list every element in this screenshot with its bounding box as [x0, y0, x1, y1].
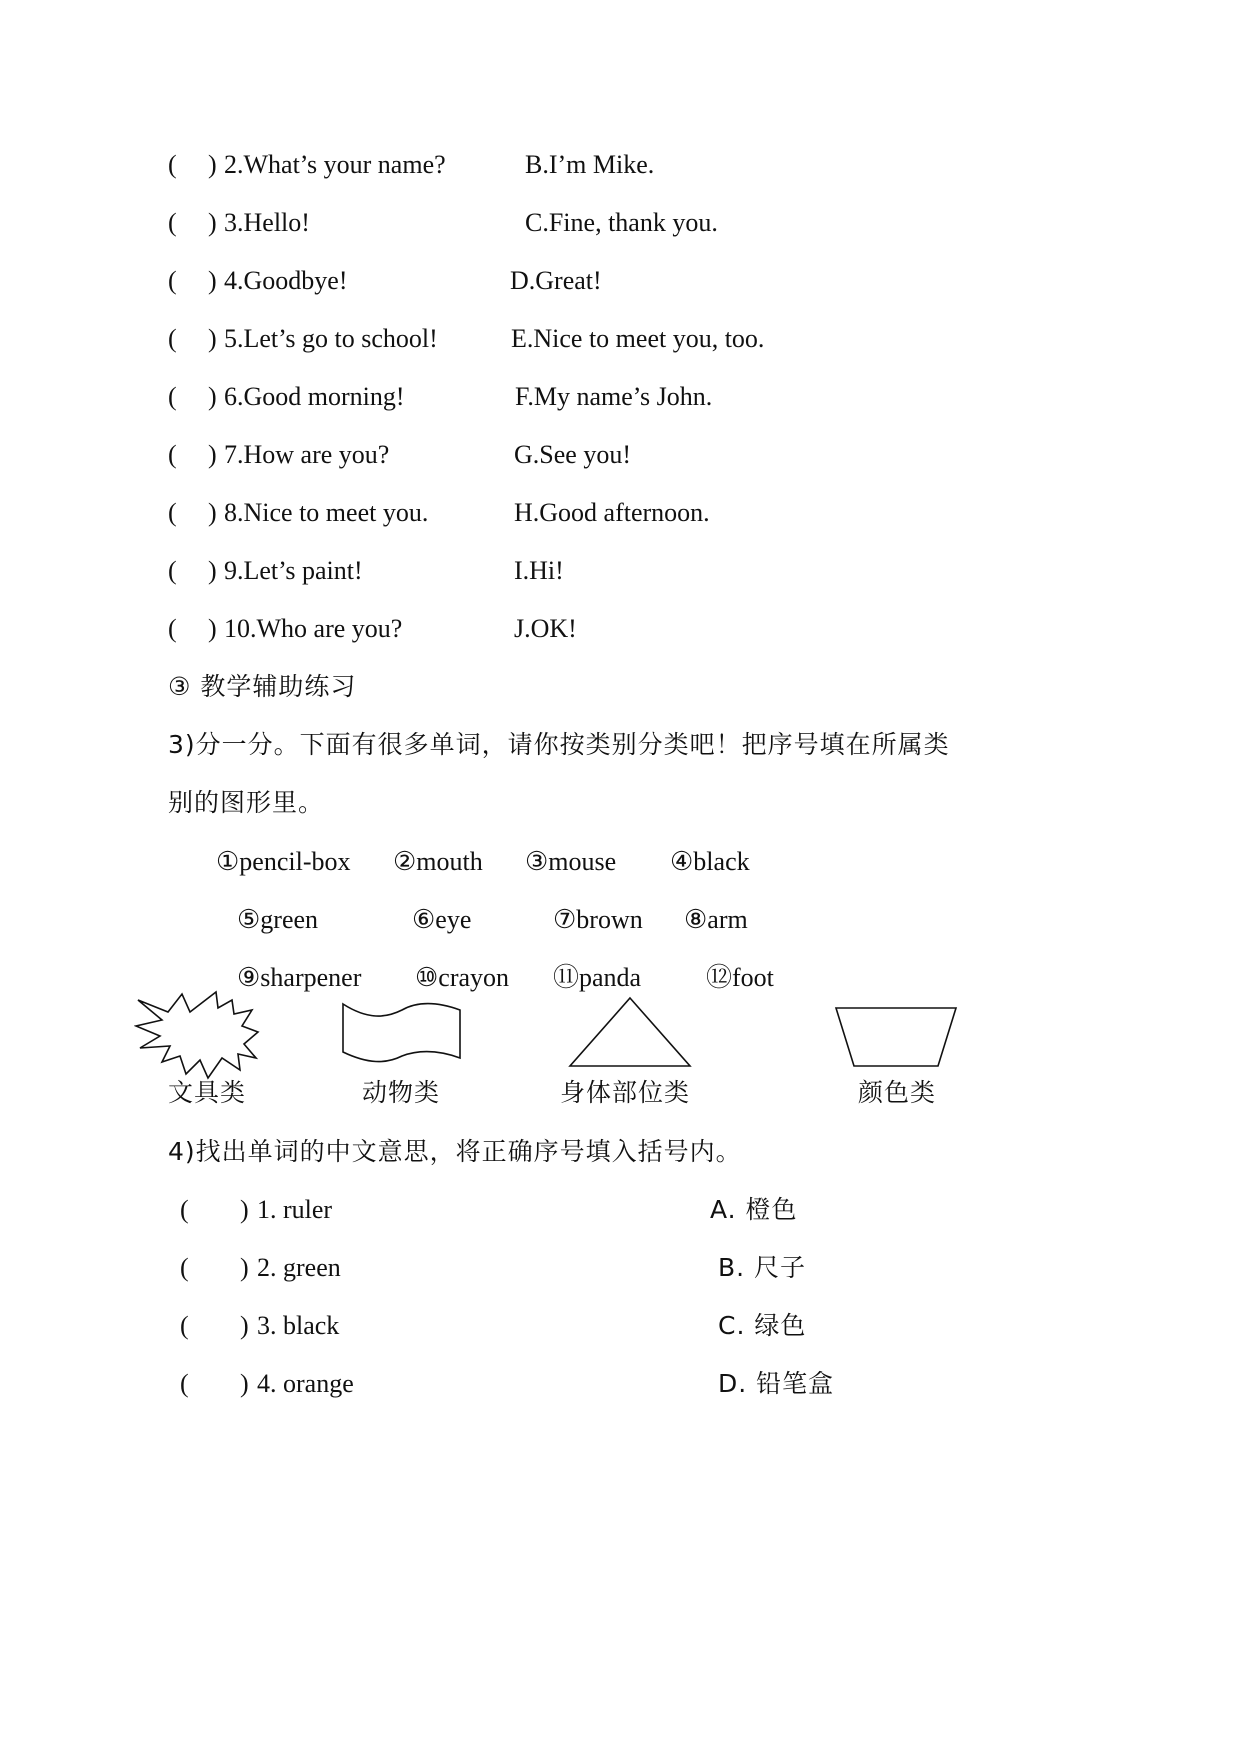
word-item: ②mouth [393, 847, 483, 876]
category-label: 动物类 [362, 1078, 441, 1107]
question-text: 4.Goodbye! [224, 266, 348, 295]
open-paren: ( [168, 266, 177, 295]
open-paren: ( [180, 1253, 189, 1282]
question-text: 2.What’s your name? [224, 150, 446, 179]
answer-text: D. 铅笔盒 [718, 1369, 835, 1398]
answer-text: F.My name’s John. [515, 382, 713, 411]
answer-text: J.OK! [514, 614, 577, 643]
close-paren: ) [208, 614, 217, 643]
question-text: 3.Hello! [224, 208, 310, 237]
open-paren: ( [168, 382, 177, 411]
word-item: ③mouse [525, 847, 617, 876]
starburst-icon [134, 990, 264, 1082]
close-paren: ) [208, 150, 217, 179]
task4-title: 4)找出单词的中文意思，将正确序号填入括号内。 [168, 1137, 742, 1166]
wave-flag-icon [338, 998, 464, 1066]
word-item: ④black [670, 847, 750, 876]
word-item: ⑫foot [706, 963, 774, 992]
category-label: 颜色类 [858, 1078, 937, 1107]
open-paren: ( [180, 1311, 189, 1340]
trapezoid-icon [832, 1004, 960, 1070]
word-item: ⑦brown [553, 905, 643, 934]
close-paren: ) [240, 1195, 249, 1224]
task3-instruction-line1: 3)分一分。下面有很多单词，请你按类别分类吧！把序号填在所属类 [168, 730, 950, 759]
open-paren: ( [168, 498, 177, 527]
close-paren: ) [208, 266, 217, 295]
word-item: ⑨sharpener [237, 963, 362, 992]
open-paren: ( [168, 614, 177, 643]
word-item: ⑪panda [553, 963, 642, 992]
question-text: 8.Nice to meet you. [224, 498, 429, 527]
open-paren: ( [168, 324, 177, 353]
question-text: 10.Who are you? [224, 614, 403, 643]
answer-text: B.I’m Mike. [525, 150, 655, 179]
category-label: 文具类 [168, 1078, 247, 1107]
open-paren: ( [168, 556, 177, 585]
word-item: ⑤green [237, 905, 319, 934]
open-paren: ( [168, 440, 177, 469]
word-item: ⑥eye [412, 905, 472, 934]
word-item: ⑧arm [684, 905, 748, 934]
open-paren: ( [180, 1195, 189, 1224]
close-paren: ) [208, 208, 217, 237]
open-paren: ( [168, 150, 177, 179]
question-text: 3. black [257, 1311, 340, 1340]
open-paren: ( [168, 208, 177, 237]
close-paren: ) [208, 324, 217, 353]
question-text: 6.Good morning! [224, 382, 405, 411]
question-text: 1. ruler [257, 1195, 333, 1224]
answer-text: I.Hi! [514, 556, 564, 585]
close-paren: ) [208, 440, 217, 469]
section-heading: ③ 教学辅助练习 [168, 672, 357, 701]
answer-text: D.Great! [510, 266, 602, 295]
answer-text: A. 橙色 [710, 1195, 798, 1224]
question-text: 2. green [257, 1253, 341, 1282]
close-paren: ) [240, 1369, 249, 1398]
triangle-icon [566, 994, 694, 1070]
question-text: 4. orange [257, 1369, 354, 1398]
answer-text: H.Good afternoon. [514, 498, 710, 527]
task3-instruction-line2: 别的图形里。 [168, 788, 325, 817]
question-text: 9.Let’s paint! [224, 556, 363, 585]
word-item: ⑩crayon [415, 963, 510, 992]
answer-text: G.See you! [514, 440, 631, 469]
close-paren: ) [240, 1253, 249, 1282]
close-paren: ) [208, 498, 217, 527]
answer-text: E.Nice to meet you, too. [511, 324, 765, 353]
close-paren: ) [208, 382, 217, 411]
close-paren: ) [208, 556, 217, 585]
answer-text: B. 尺子 [718, 1253, 807, 1282]
answer-text: C.Fine, thank you. [525, 208, 718, 237]
open-paren: ( [180, 1369, 189, 1398]
answer-text: C. 绿色 [718, 1311, 807, 1340]
category-label: 身体部位类 [560, 1078, 691, 1107]
word-item: ①pencil-box [216, 847, 351, 876]
question-text: 5.Let’s go to school! [224, 324, 438, 353]
close-paren: ) [240, 1311, 249, 1340]
question-text: 7.How are you? [224, 440, 390, 469]
